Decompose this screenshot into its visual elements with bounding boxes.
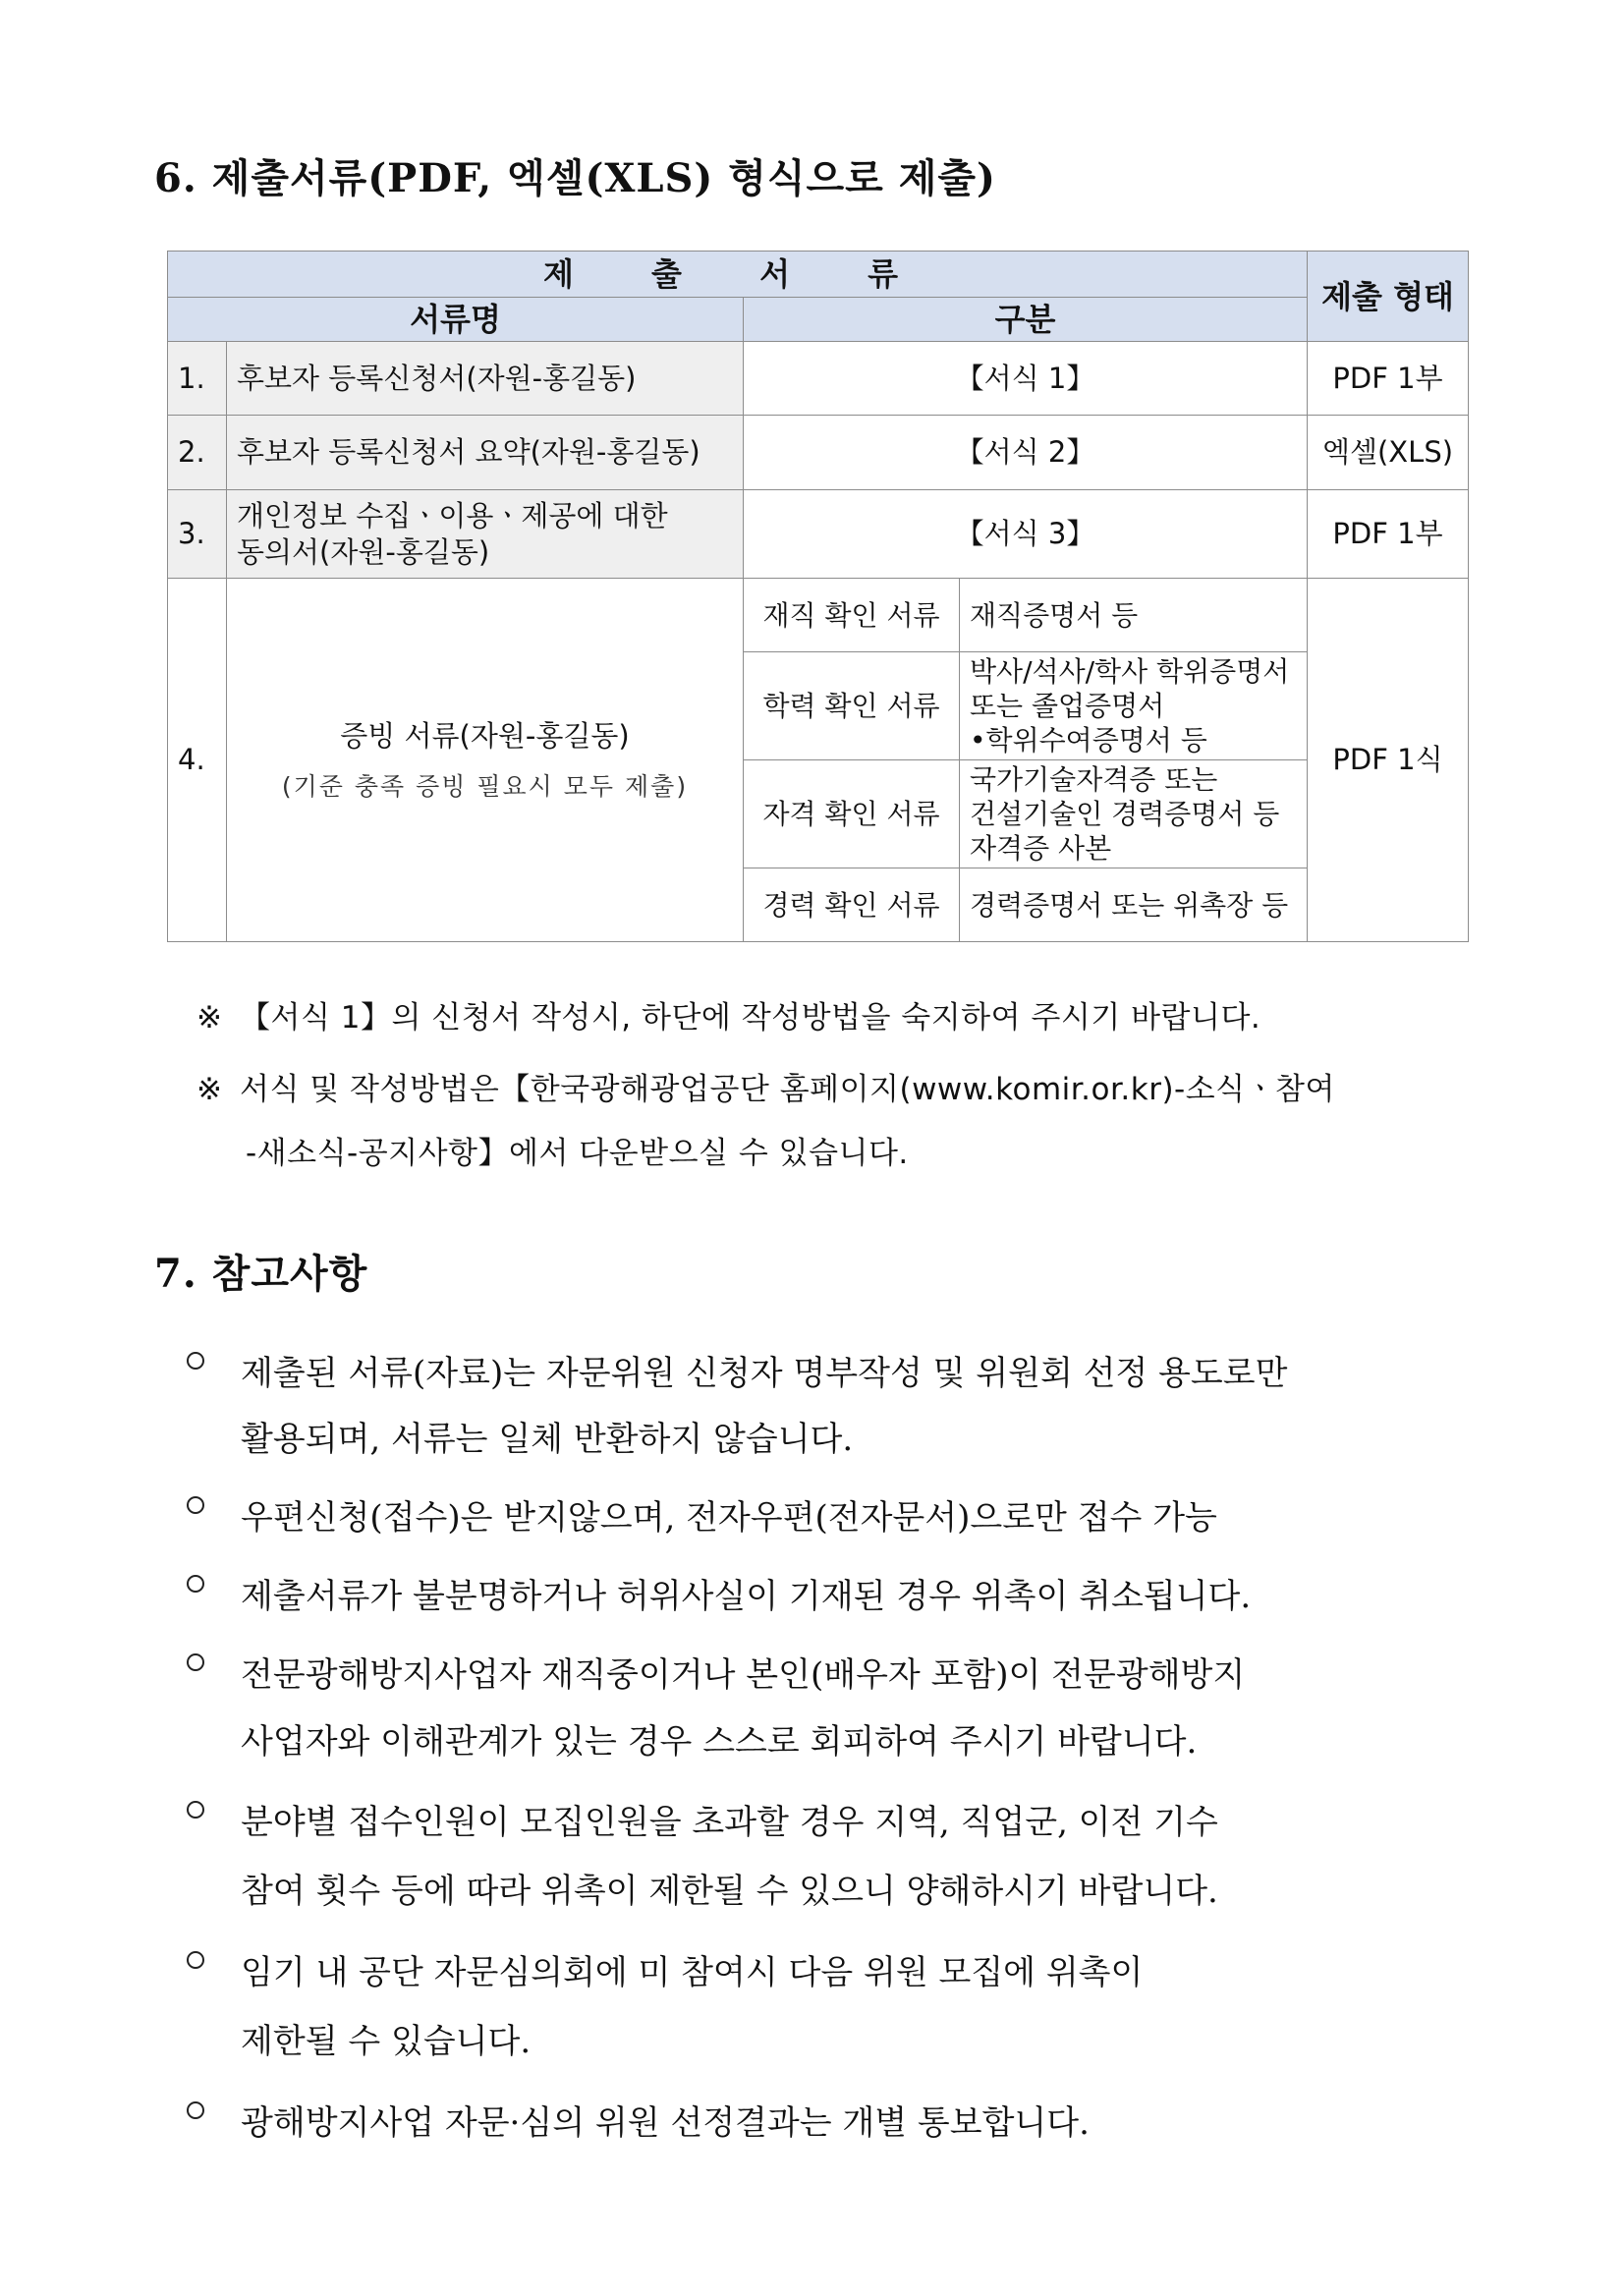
list-item-continuation: 활용되며, 서류는 일체 반환하지 않습니다.	[241, 1420, 854, 1459]
header-form: 제출 형태	[1308, 252, 1469, 342]
circle-bullet-icon	[187, 1801, 204, 1819]
reference-mark: ※	[196, 1000, 223, 1036]
evidence-detail-line: 국가기술자격증 또는	[970, 763, 1218, 796]
document-name-line: 동의서(자원-홍길동)	[237, 534, 490, 569]
document-form: PDF 1부	[1308, 342, 1469, 416]
reference-mark: ※	[196, 1072, 223, 1107]
document-form: 엑셀(XLS)	[1308, 416, 1469, 490]
header-documents: 제 출 서 류	[168, 252, 1308, 298]
evidence-name	[227, 579, 744, 942]
note-text: 【서식 1】의 신청서 작성시, 하단에 작성방법을 숙지하여 주시기 바랍니다.	[240, 1000, 1261, 1036]
list-item-continuation: 사업자와 이해관계가 있는 경우 스스로 회피하여 주시기 바랍니다.	[241, 1722, 1198, 1762]
document-name: 후보자 등록신청서 요약(자원-홍길동)	[227, 416, 744, 490]
note-text: 서식 및 작성방법은【한국광해광업공단 홈페이지(www.komir.or.kr)-소식ㆍ참여	[240, 1072, 1335, 1107]
list-item-continuation: 참여 횟수 등에 따라 위촉이 제한될 수 있으니 양해하시기 바랍니다.	[241, 1872, 1218, 1911]
evidence-detail-line: 건설기술인 경력증명서 등	[970, 798, 1280, 830]
submission-documents-table	[167, 251, 1469, 942]
evidence-detail-line: 박사/석사/학사 학위증명서	[970, 655, 1290, 688]
table-header-row	[168, 252, 1469, 298]
evidence-detail	[960, 652, 1308, 760]
circle-bullet-icon	[187, 2101, 204, 2119]
document-page: 6. 제출서류(PDF, 엑셀(XLS) 형식으로 제출) 제 출 서 류 제출 형태 서류명 구분 1. 후보자 등록신청서(자원-홍길동) 【서식 1】 PDF 1부 2. 후보자 등록신청서 요약(자원-홍길동) 【서식 2】 엑셀(XLS) 3. 개인정보 수집ㆍ이용ㆍ제공에 대한 동의서(자원-홍길동) 【서식 3】 PDF 1부 4. 증빙 서류(자원-홍길동) (기준 충족 증빙 필요시 모두 제출) 재직 확인 서류 재직증명서 등 PDF 1식 학력 확인 서류 박사/석사/학사 학위증명서 또는 졸업증명서 •학위수여증명서 등 자격 확인 서류 국가기술자격증 또는 건설기술인 경력증명서 등 자격증 사본 경력 확인 서류 경력증명서 또는 위촉장 등 ※ 【서식 1】의 신청서 작성시, 하단에 작성방법을 숙지하여 주시기 바랍니다. ※ 서식 및 작성방법은【한국광해광업공단 홈페이지(www.komir.or.kr)-소식ㆍ참여 -새소식-공지사항】에서 다운받으실 수 있습니다. 7. 참고사항 제출된 서류(자료)는 자문위원 신청자 명부작성 및 위원회 선정 용도로만 활용되며, 서류는 일체 반환하지 않습니다. 우편신청(접수)은 받지않으며, 전자우편(전자문서)으로만 접수 가능 제출서류가 불분명하거나 허위사실이 기재된 경우 위촉이 취소됩니다. 전문광해방지사업자 재직중이거나 본인(배우자 포함)이 전문광해방지 사업자와 이해관계가 있는 경우 스스로 회피하여 주시기 바랍니다. 분야별 접수인원이 모집인원을 초과할 경우 지역, 직업군, 이전 기수 참여 횟수 등에 따라 위촉이 제한될 수 있으니 양해하시기 바랍니다. 임기 내 공단 자문심의회에 미 참여시 다음 위원 모집에 위촉이 제한될 수 있습니다. 광해방지사업 자문·심의 위원 선정결과는 개별 통보합니다.	[0, 0, 1624, 2296]
evidence-detail: 재직증명서 등	[960, 579, 1308, 652]
header-name: 서류명	[168, 298, 744, 342]
evidence-note: (기준 충족 증빙 필요시 모두 제출)	[281, 772, 689, 801]
document-form: PDF 1부	[1308, 490, 1469, 579]
evidence-detail-line: •학위수여증명서 등	[970, 724, 1207, 756]
evidence-detail-line: 또는 졸업증명서	[970, 690, 1165, 722]
document-name-line: 개인정보 수집ㆍ이용ㆍ제공에 대한	[237, 499, 668, 533]
document-type: 【서식 1】	[744, 342, 1308, 416]
header-type: 구분	[744, 298, 1308, 342]
circle-bullet-icon	[187, 1496, 204, 1514]
evidence-form: PDF 1식	[1308, 579, 1469, 942]
row-number: 3.	[168, 490, 227, 579]
evidence-detail: 경력증명서 또는 위촉장 등	[960, 868, 1308, 942]
circle-bullet-icon	[187, 1575, 204, 1593]
document-name	[227, 490, 744, 579]
evidence-category: 재직 확인 서류	[744, 579, 960, 652]
evidence-detail-line: 자격증 사본	[970, 832, 1112, 865]
row-number: 2.	[168, 416, 227, 490]
table-subheader-row	[168, 298, 1469, 342]
table-row	[168, 416, 1469, 490]
evidence-category: 자격 확인 서류	[744, 760, 960, 868]
document-type: 【서식 2】	[744, 416, 1308, 490]
note	[196, 992, 1260, 1036]
document-type: 【서식 3】	[744, 490, 1308, 579]
note-continuation: -새소식-공지사항】에서 다운받으실 수 있습니다.	[246, 1136, 909, 1171]
section-7-title: 7. 참고사항	[154, 1251, 368, 1297]
row-number: 1.	[168, 342, 227, 416]
list-item-continuation: 제한될 수 있습니다.	[241, 2022, 532, 2061]
circle-bullet-icon	[187, 1951, 204, 1969]
table-row	[168, 490, 1469, 579]
evidence-detail	[960, 760, 1308, 868]
table-row	[168, 342, 1469, 416]
evidence-label: 증빙 서류(자원-홍길동)	[340, 718, 630, 753]
evidence-row	[168, 579, 1469, 652]
row-number: 4.	[168, 579, 227, 942]
circle-bullet-icon	[187, 1653, 204, 1671]
circle-bullet-icon	[187, 1352, 204, 1370]
document-name: 후보자 등록신청서(자원-홍길동)	[227, 342, 744, 416]
section-6-title: 6. 제출서류(PDF, 엑셀(XLS) 형식으로 제출)	[154, 155, 996, 201]
note	[196, 1064, 1335, 1108]
evidence-category: 경력 확인 서류	[744, 868, 960, 942]
evidence-category: 학력 확인 서류	[744, 652, 960, 760]
